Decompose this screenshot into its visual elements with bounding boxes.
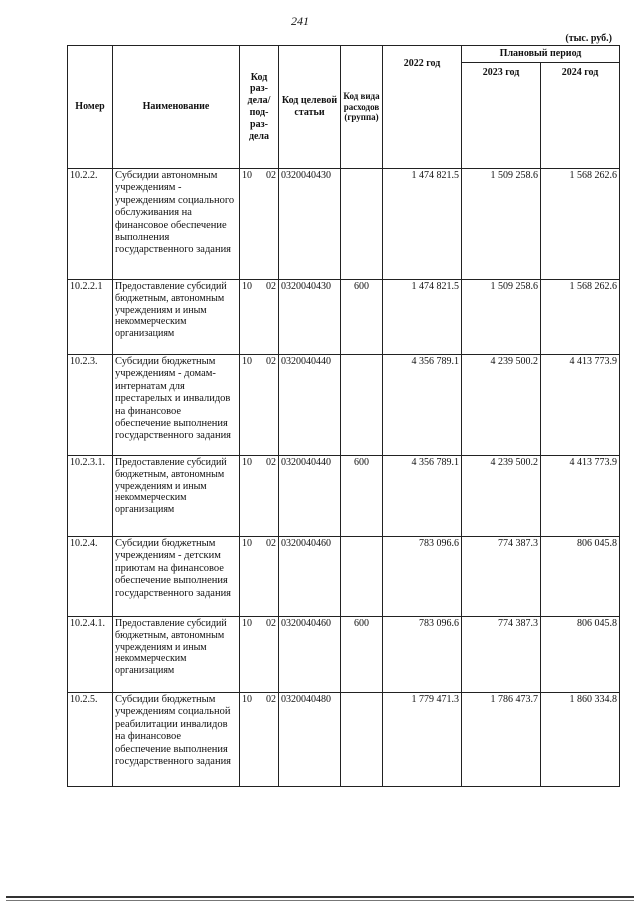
subsection-code: 02 — [266, 538, 276, 549]
row-name: Субсидии бюджетным учреждениям - домам-интернатам для престарелых и инвалидов на финансовое обеспечение выполнения государственного задания — [113, 355, 240, 456]
row-section-code — [240, 355, 279, 456]
row-section-code — [240, 456, 279, 537]
section-code: 10 — [242, 281, 252, 292]
row-value-2022: 783 096.6 — [383, 617, 462, 693]
row-target-article: 0320040460 — [279, 617, 341, 693]
row-section-code — [240, 617, 279, 693]
row-value-2024: 4 413 773.9 — [541, 355, 620, 456]
row-target-article: 0320040430 — [279, 280, 341, 355]
row-value-2024: 1 568 262.6 — [541, 280, 620, 355]
row-value-2024: 4 413 773.9 — [541, 456, 620, 537]
row-section-code — [240, 280, 279, 355]
row-target-article: 0320040430 — [279, 169, 341, 280]
table-row — [68, 280, 620, 355]
budget-table — [67, 45, 620, 787]
units-label: (тыс. руб.) — [565, 33, 612, 44]
row-name: Субсидии бюджетным учреждениям - детским приютам на финансовое обеспечение выполнения государственного задания — [113, 537, 240, 617]
subsection-code: 02 — [266, 694, 276, 705]
row-value-2023: 1 509 258.6 — [462, 280, 541, 355]
table-body — [68, 169, 620, 787]
header-year-2024: 2024 год — [541, 63, 620, 169]
section-code: 10 — [242, 170, 252, 181]
table-row — [68, 617, 620, 693]
subsection-code: 02 — [266, 281, 276, 292]
row-expense-type — [341, 537, 383, 617]
row-value-2022: 4 356 789.1 — [383, 456, 462, 537]
row-number: 10.2.4.1. — [68, 617, 113, 693]
subsection-code: 02 — [266, 457, 276, 468]
row-target-article: 0320040460 — [279, 537, 341, 617]
row-value-2023: 774 387.3 — [462, 537, 541, 617]
row-value-2022: 1 474 821.5 — [383, 169, 462, 280]
row-expense-type: 600 — [341, 617, 383, 693]
row-name: Субсидии бюджетным учреждениям социальной реабилитации инвалидов на финансовое обеспечение выполнения государственного задания — [113, 693, 240, 787]
table-row — [68, 456, 620, 537]
row-number: 10.2.2. — [68, 169, 113, 280]
row-value-2024: 1 568 262.6 — [541, 169, 620, 280]
row-value-2023: 1 509 258.6 — [462, 169, 541, 280]
row-target-article: 0320040440 — [279, 355, 341, 456]
row-section-code — [240, 169, 279, 280]
section-code: 10 — [242, 356, 252, 367]
row-expense-type — [341, 169, 383, 280]
section-code: 10 — [242, 538, 252, 549]
header-year-2023: 2023 год — [462, 63, 541, 169]
row-value-2024: 806 045.8 — [541, 617, 620, 693]
section-code: 10 — [242, 694, 252, 705]
subsection-code: 02 — [266, 618, 276, 629]
row-value-2022: 1 779 471.3 — [383, 693, 462, 787]
table-row — [68, 169, 620, 280]
row-number: 10.2.5. — [68, 693, 113, 787]
row-name: Предоставление субсидий бюджетным, автономным учреждениям и иным некоммерческим организациям — [113, 456, 240, 537]
row-value-2022: 4 356 789.1 — [383, 355, 462, 456]
row-expense-type: 600 — [341, 280, 383, 355]
header-target-article: Код целевой статьи — [279, 46, 341, 169]
page-number: 241 — [291, 14, 309, 28]
row-expense-type — [341, 355, 383, 456]
header-year-2022: 2022 год — [383, 46, 462, 169]
header-name: Наименование — [113, 46, 240, 169]
table-row — [68, 355, 620, 456]
row-expense-type — [341, 693, 383, 787]
row-number: 10.2.4. — [68, 537, 113, 617]
row-value-2023: 1 786 473.7 — [462, 693, 541, 787]
row-value-2023: 774 387.3 — [462, 617, 541, 693]
row-value-2024: 1 860 334.8 — [541, 693, 620, 787]
row-name: Предоставление субсидий бюджетным, автономным учреждениям и иным некоммерческим организациям — [113, 617, 240, 693]
row-section-code — [240, 693, 279, 787]
row-value-2022: 783 096.6 — [383, 537, 462, 617]
row-target-article: 0320040480 — [279, 693, 341, 787]
bottom-rule-thin — [6, 900, 634, 901]
row-number: 10.2.3. — [68, 355, 113, 456]
subsection-code: 02 — [266, 170, 276, 181]
row-value-2023: 4 239 500.2 — [462, 456, 541, 537]
header-expense-type: Код вида расходов (группа) — [341, 46, 383, 169]
table-row — [68, 537, 620, 617]
row-number: 10.2.2.1 — [68, 280, 113, 355]
row-name: Субсидии автономным учреждениям - учреждениям социального обслуживания на финансовое обеспечение выполнения государственного задания — [113, 169, 240, 280]
header-number: Номер — [68, 46, 113, 169]
table-row — [68, 693, 620, 787]
row-value-2022: 1 474 821.5 — [383, 280, 462, 355]
header-planned-period: Плановый период — [462, 46, 620, 63]
section-code: 10 — [242, 618, 252, 629]
section-code: 10 — [242, 457, 252, 468]
row-expense-type: 600 — [341, 456, 383, 537]
row-number: 10.2.3.1. — [68, 456, 113, 537]
row-name: Предоставление субсидий бюджетным, автономным учреждениям и иным некоммерческим организациям — [113, 280, 240, 355]
bottom-rule — [6, 896, 634, 898]
row-target-article: 0320040440 — [279, 456, 341, 537]
row-value-2023: 4 239 500.2 — [462, 355, 541, 456]
row-value-2024: 806 045.8 — [541, 537, 620, 617]
header-section-code: Код раз-дела/ под-раз-дела — [240, 46, 279, 169]
subsection-code: 02 — [266, 356, 276, 367]
row-section-code — [240, 537, 279, 617]
